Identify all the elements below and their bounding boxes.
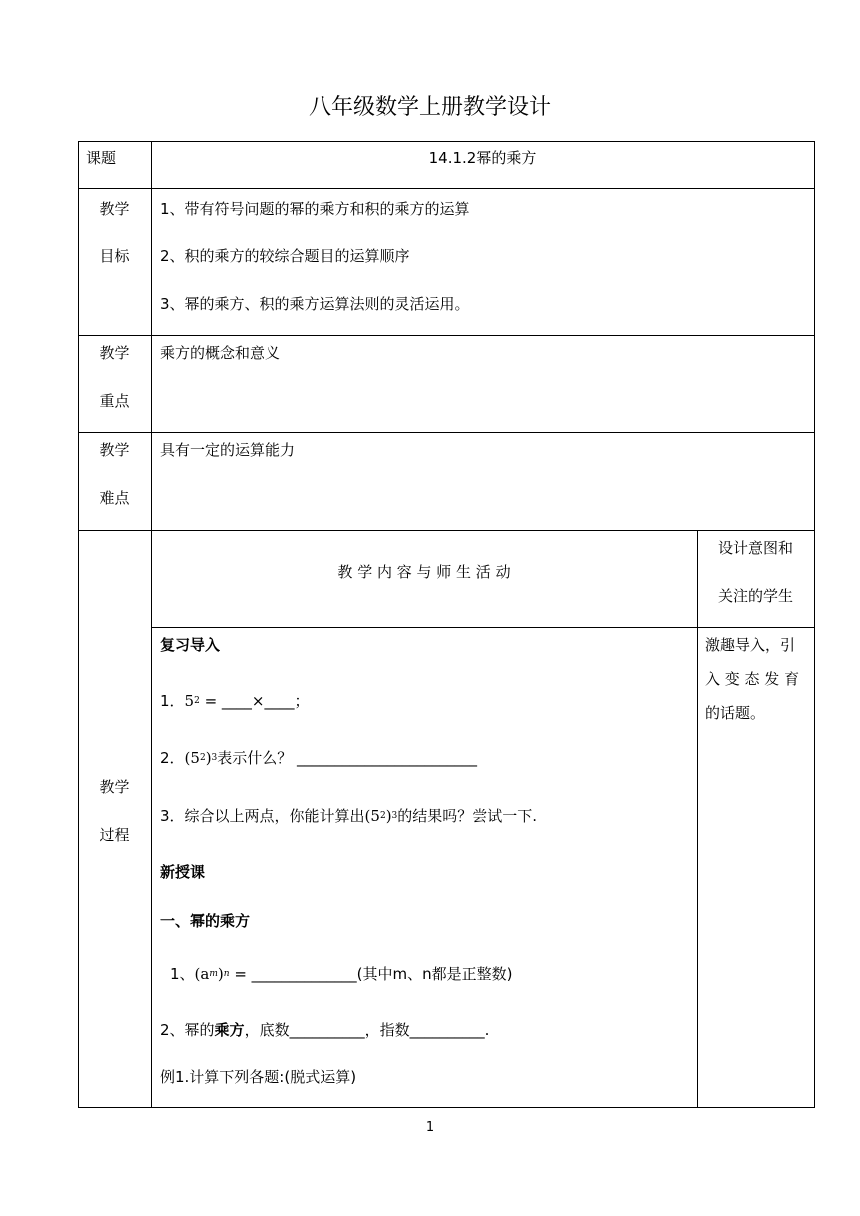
- rule-1: 1、$(a^m)^n$ = ______________(其中m、n都是正整数): [170, 965, 513, 983]
- page-number: 1: [425, 1120, 435, 1135]
- section-power-of-power: 一、幂的乘方: [160, 912, 251, 930]
- topic-value: 14.1.2幂的乘方: [428, 149, 537, 167]
- goal-item-3: 3、幂的乘方、积的乘方运算法则的灵活运用。: [160, 295, 470, 313]
- intent-header-1: 设计意图和: [717, 539, 793, 557]
- new-lesson-title: 新授课: [160, 863, 206, 881]
- difficulty-label-1: 教学: [99, 441, 130, 459]
- rule-2: 2、幂的乘方，底数__________，指数__________.: [160, 1021, 490, 1039]
- intent-line-2: 入 变 态 发 育: [705, 670, 800, 688]
- content-header: 教 学 内 容 与 师 生 活 动: [337, 563, 511, 581]
- goal-item-1: 1、带有符号问题的幂的乘方和积的乘方的运算: [160, 200, 470, 218]
- keypoint-label-1: 教学: [99, 344, 130, 362]
- difficulty-text: 具有一定的运算能力: [160, 441, 296, 459]
- keypoint-text: 乘方的概念和意义: [160, 344, 281, 362]
- difficulty-label-2: 难点: [99, 489, 130, 507]
- example-1: 例1.计算下列各题:(脱式运算): [160, 1068, 357, 1086]
- document-title: 八年级数学上册教学设计: [308, 95, 551, 120]
- review-question-1: 1．$5^2$ = ____×____；: [160, 692, 310, 710]
- review-question-2: 2．$(5^2)^3$表示什么？ ________________________: [160, 749, 478, 767]
- review-question-3: 3．综合以上两点，你能计算出$(5^2)^3$的结果吗？尝试一下.: [160, 807, 538, 825]
- process-label-1: 教学: [99, 778, 130, 796]
- goal-item-2: 2、积的乘方的较综合题目的运算顺序: [160, 247, 410, 265]
- process-label-2: 过程: [99, 826, 130, 844]
- intent-header-2: 关注的学生: [717, 587, 793, 605]
- review-title: 复习导入: [160, 636, 221, 654]
- keypoint-label-2: 重点: [99, 392, 130, 410]
- topic-label: 课题: [86, 149, 117, 167]
- intent-line-3: 的话题。: [705, 704, 766, 722]
- goals-label-1: 教学: [99, 200, 130, 218]
- goals-label-2: 目标: [99, 247, 130, 265]
- intent-line-1: 激趣导入，引: [705, 636, 796, 654]
